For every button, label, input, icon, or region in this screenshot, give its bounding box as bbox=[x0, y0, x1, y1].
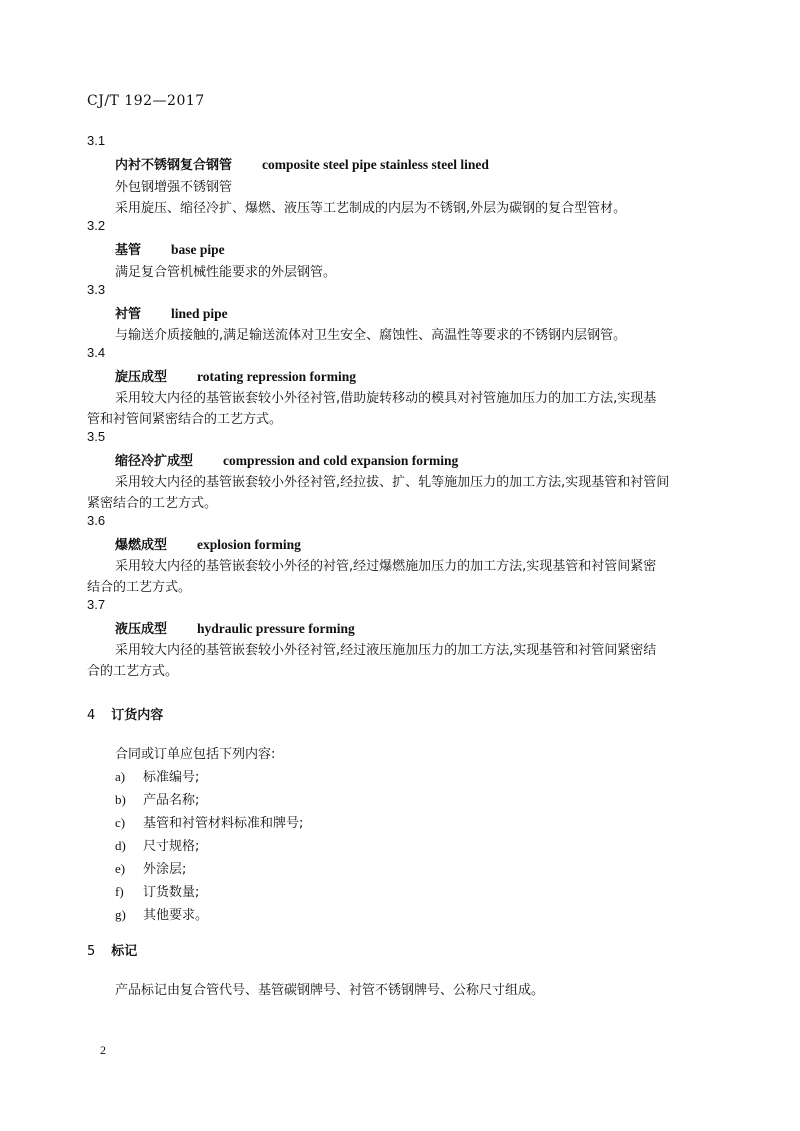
term-en: compression and cold expansion forming bbox=[223, 453, 459, 468]
term-definition: 采用旋压、缩径冷扩、爆燃、液压等工艺制成的内层为不锈钢,外层为碳钢的复合型管材。 bbox=[115, 201, 627, 216]
list-item-text: 订货数量; bbox=[143, 885, 200, 900]
clause-number: 3.6 bbox=[87, 513, 106, 528]
term-en: hydraulic pressure forming bbox=[197, 621, 355, 636]
term-definition: 与输送介质接触的,满足输送流体对卫生安全、腐蚀性、高温性等要求的不锈钢内层钢管。 bbox=[115, 328, 627, 343]
term-zh: 旋压成型 bbox=[115, 370, 168, 385]
section-title: 标记 bbox=[111, 944, 138, 959]
term-zh: 液压成型 bbox=[115, 622, 168, 637]
document-code-header: CJ/T 192—2017 bbox=[87, 93, 205, 109]
term-zh: 缩径冷扩成型 bbox=[115, 454, 194, 469]
list-item-label: d) bbox=[115, 838, 126, 853]
term-zh: 衬管 bbox=[115, 307, 142, 322]
list-item-text: 基管和衬管材料标准和牌号; bbox=[143, 816, 304, 831]
list-item-label: e) bbox=[115, 861, 126, 876]
list-item-text: 标准编号; bbox=[143, 770, 200, 785]
term-definition: 采用较大内径的基管嵌套较小外径衬管,经拉拔、扩、轧等施加压力的加工方法,实现基管和衬管间 bbox=[115, 475, 670, 490]
term-zh: 爆燃成型 bbox=[115, 538, 168, 553]
list-item-text: 外涂层; bbox=[143, 862, 187, 877]
term-definition: 满足复合管机械性能要求的外层钢管。 bbox=[115, 265, 337, 280]
term-en: explosion forming bbox=[197, 537, 301, 552]
clause-number: 3.2 bbox=[87, 218, 106, 233]
section-number: 5 bbox=[87, 944, 96, 959]
term-heading bbox=[115, 154, 489, 173]
list-item bbox=[115, 812, 303, 831]
term-definition-continued: 合的工艺方式。 bbox=[87, 664, 179, 679]
term-definition: 采用较大内径的基管嵌套较小外径衬管,经过液压施加压力的加工方法,实现基管和衬管间紧密结 bbox=[115, 643, 657, 658]
term-heading bbox=[115, 534, 301, 553]
term-en: rotating repression forming bbox=[197, 369, 357, 384]
list-item-label: a) bbox=[115, 769, 126, 784]
list-item-label: c) bbox=[115, 815, 126, 830]
term-heading bbox=[115, 239, 225, 258]
list-item-label: f) bbox=[115, 884, 124, 899]
list-item-text: 其他要求。 bbox=[143, 908, 209, 923]
clause-number: 3.7 bbox=[87, 597, 106, 612]
term-definition-continued: 紧密结合的工艺方式。 bbox=[87, 496, 218, 511]
clause-number: 3.4 bbox=[87, 345, 106, 360]
list-item bbox=[115, 904, 208, 923]
term-definition-continued: 管和衬管间紧密结合的工艺方式。 bbox=[87, 412, 283, 427]
term-heading bbox=[115, 366, 356, 385]
clause-number: 3.1 bbox=[87, 133, 106, 148]
section-heading-marking bbox=[87, 940, 137, 959]
clause-number: 3.5 bbox=[87, 429, 106, 444]
section-text: 产品标记由复合管代号、基管碳钢牌号、衬管不锈钢牌号、公称尺寸组成。 bbox=[115, 983, 545, 998]
term-en: composite steel pipe stainless steel lined bbox=[262, 157, 489, 172]
list-item bbox=[115, 835, 199, 854]
section-number: 4 bbox=[87, 708, 96, 723]
term-zh: 内衬不锈钢复合钢管 bbox=[115, 158, 233, 173]
term-definition: 采用较大内径的基管嵌套较小外径衬管,借助旋转移动的模具对衬管施加压力的加工方法,实现基 bbox=[115, 391, 657, 406]
list-item-text: 产品名称; bbox=[143, 793, 200, 808]
section-heading-ordering bbox=[87, 704, 163, 723]
term-en: lined pipe bbox=[171, 306, 228, 321]
term-definition: 采用较大内径的基管嵌套较小外径的衬管,经过爆燃施加压力的加工方法,实现基管和衬管间紧密 bbox=[115, 559, 657, 574]
term-zh: 基管 bbox=[115, 243, 142, 258]
clause-number: 3.3 bbox=[87, 282, 106, 297]
section-title: 订货内容 bbox=[111, 708, 164, 723]
list-item bbox=[115, 858, 186, 877]
term-heading bbox=[115, 450, 458, 469]
list-item-label: b) bbox=[115, 792, 126, 807]
list-item bbox=[115, 789, 199, 808]
list-item bbox=[115, 766, 199, 785]
term-definition-continued: 结合的工艺方式。 bbox=[87, 580, 192, 595]
section-intro: 合同或订单应包括下列内容: bbox=[115, 747, 276, 762]
term-heading bbox=[115, 618, 355, 637]
list-item-label: g) bbox=[115, 907, 126, 922]
term-synonym: 外包钢增强不锈钢管 bbox=[115, 180, 233, 195]
page-number: 2 bbox=[100, 1043, 106, 1057]
term-heading bbox=[115, 303, 228, 322]
list-item bbox=[115, 881, 199, 900]
list-item-text: 尺寸规格; bbox=[143, 839, 200, 854]
term-en: base pipe bbox=[171, 242, 225, 257]
